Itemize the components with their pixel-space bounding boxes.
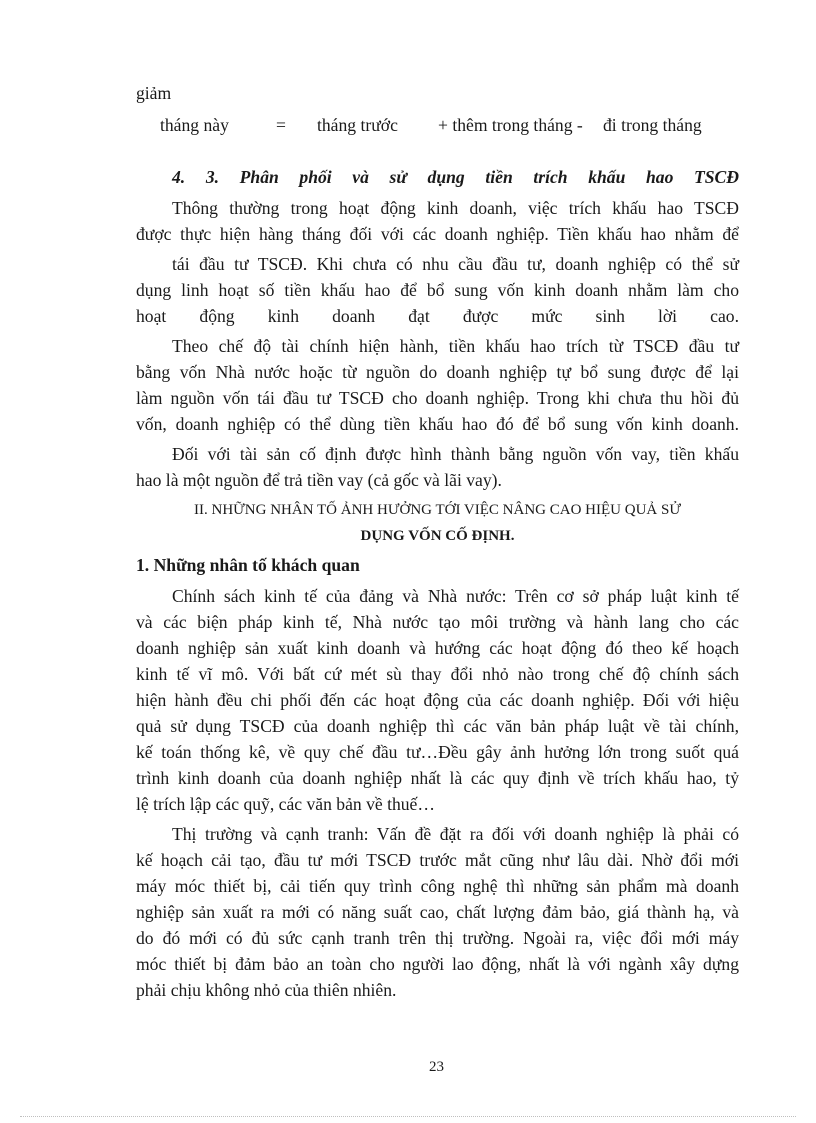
formula-term: + thêm trong tháng - [438,115,583,135]
paragraph-line: làm nguồn vốn tái đầu tư TSCĐ cho doanh nghiệp. Trong khi chưa thu hồi đủ [136,388,739,408]
paragraph-line: lệ trích lập các quỹ, các văn bản về thuế… [136,794,435,814]
paragraph-line: do đó mới có đủ sức cạnh tranh trên thị trường. Ngoài ra, việc đổi mới máy [136,928,739,948]
paragraph-line: móc thiết bị đảm bảo an toàn cho người lao động, nhất là với ngành xây dựng [136,954,739,974]
paragraph-line: hao là một nguồn để trả tiền vay (cả gốc và lãi vay). [136,470,502,490]
paragraph-line: kinh tế vĩ mô. Với bất cứ mét sù thay đổi nhỏ nào trong chế độ chính sách [136,664,739,684]
paragraph-line: Thị trường và cạnh tranh: Vấn đề đặt ra đối với doanh nghiệp là phải có [172,824,739,844]
paragraph-line: và các biện pháp kinh tế, Nhà nước tạo môi trường và hành lang cho các [136,612,739,632]
chapter-title: DỤNG VỐN CỐ ĐỊNH. [360,528,515,544]
section-heading: 1. Những nhân tố khách quan [136,555,360,575]
paragraph-line: bằng vốn Nhà nước hoặc từ nguồn do doanh nghiệp tự bổ sung được để lại [136,362,739,382]
section-heading: 4. 3. Phân phối và sử dụng tiền trích khấu hao TSCĐ [172,167,739,187]
paragraph-line: hoạt động kinh doanh đạt được mức sinh lời cao. [136,306,739,326]
paragraph-line: doanh nghiệp sản xuất kinh doanh và hướng các hoạt động đó theo kế hoạch [136,638,739,658]
page-number: 23 [429,1059,444,1075]
paragraph-line: hiện hành đều chi phối đến các hoạt động của các doanh nghiệp. Đối với hiệu [136,690,739,710]
paragraph-line: kế hoạch cải tạo, đầu tư mới TSCĐ trước mắt cũng như lâu dài. Nhờ đổi mới [136,850,739,870]
footer-divider [20,1116,796,1117]
formula-equals: = [276,115,286,135]
paragraph-line: nghiệp sản xuất ra mới có năng suất cao, chất lượng đảm bảo, giá thành hạ, và [136,902,739,922]
paragraph-line: Đối với tài sản cố định được hình thành bằng nguồn vốn vay, tiền khấu [172,444,739,464]
paragraph-line: Thông thường trong hoạt động kinh doanh, việc trích khấu hao TSCĐ [172,198,739,218]
paragraph-line: kế toán thống kê, về quy chế đầu tư…Đều gây ảnh hưởng lớn trong suốt quá [136,742,739,762]
formula-term: đi trong tháng [603,115,702,135]
paragraph-line: được thực hiện hàng tháng đối với các doanh nghiệp. Tiền khấu hao nhằm để [136,224,739,244]
paragraph-line: tái đầu tư TSCĐ. Khi chưa có nhu cầu đầu tư, doanh nghiệp có thể sử [172,254,739,274]
paragraph-line: vốn, doanh nghiệp có thể dùng tiền khấu hao đó để bổ sung vốn kinh doanh. [136,414,739,434]
paragraph-line: dụng linh hoạt số tiền khấu hao để bổ sung vốn kinh doanh nhằm làm cho [136,280,739,300]
formula-term: tháng trước [317,115,398,135]
paragraph-line: quả sử dụng TSCĐ của doanh nghiệp thì các văn bản pháp luật về tài chính, [136,716,739,736]
text-fragment: giảm [136,83,172,103]
paragraph-line: Chính sách kinh tế của đảng và Nhà nước: Trên cơ sở pháp luật kinh tế [172,586,739,606]
formula-term: tháng này [160,115,229,135]
paragraph-line: máy móc thiết bị, cải tiến quy trình công nghệ thì những sản phẩm mà doanh [136,876,739,896]
paragraph-line: Theo chế độ tài chính hiện hành, tiền khấu hao trích từ TSCĐ đầu tư [172,336,739,356]
paragraph-line: phải chịu không nhỏ của thiên nhiên. [136,980,397,1000]
chapter-title: II. NHỮNG NHÂN TỐ ẢNH HƯỞNG TỚI VIỆC NÂNG CAO HIỆU QUẢ SỬ [194,502,681,518]
paragraph-line: trình kinh doanh của doanh nghiệp nhất là các quy định về trích khấu hao, tỷ [136,768,739,788]
